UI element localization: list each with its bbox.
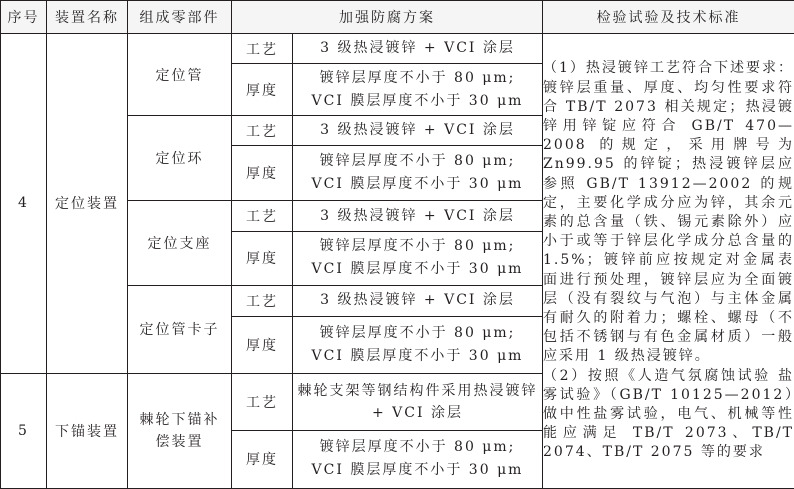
thickness-value [293,64,543,116]
header-no: 序号 [1,1,47,34]
component-cell: 定位管卡子 [128,285,232,373]
thickness-label: 厚度 [232,430,293,488]
thickness-line-2: VCI 膜层厚度不小于 30 μm [311,176,524,193]
process-label: 工艺 [232,285,293,316]
thickness-line-2: VCI 膜层厚度不小于 30 μm [311,92,524,109]
process-value: 棘轮支架等钢结构件采用热浸镀锌 + VCI 涂层 [293,373,543,430]
header-device: 装置名称 [47,1,128,34]
thickness-value [293,232,543,285]
process-label: 工艺 [232,201,293,232]
thickness-label: 厚度 [232,232,293,285]
thickness-line-1: 镀锌层厚度不小于 80 μm; [319,324,516,341]
row-device: 定位装置 [47,34,128,374]
thickness-line-2: VCI 膜层厚度不小于 30 μm [311,261,524,278]
process-value: 3 级热浸镀锌 + VCI 涂层 [293,285,543,316]
thickness-label: 厚度 [232,316,293,373]
thickness-line-2: VCI 膜层厚度不小于 30 μm [311,347,524,364]
header-component: 组成零部件 [128,1,232,34]
component-cell: 定位管 [128,34,232,116]
thickness-line-1: 镀锌层厚度不小于 80 μm; [319,153,516,170]
process-value: 3 级热浸镀锌 + VCI 涂层 [293,116,543,146]
component-cell: 定位环 [128,116,232,201]
header-row [1,1,794,34]
standard-paragraph-2: （2）按照《人造气氛腐蚀试验 盐雾试验》（GB/T 10125—2012）做中性盐雾试验，电气、机械等性能应满足 TB/T 2073、TB/T 2074、TB/T 2075 等的要求 [543,367,794,461]
component-cell [128,373,232,488]
component-cell: 定位支座 [128,201,232,285]
thickness-line-1: 镀锌层厚度不小于 80 μm; [319,69,516,86]
header-standard: 检验试验及技术标准 [543,1,794,34]
process-value: 3 级热浸镀锌 + VCI 涂层 [293,34,543,64]
thickness-line-1: 镀锌层厚度不小于 80 μm; [319,238,516,255]
process-value: 3 级热浸镀锌 + VCI 涂层 [293,201,543,232]
thickness-value [293,316,543,373]
thickness-label: 厚度 [232,64,293,116]
thickness-line-1: 镀锌层厚度不小于 80 μm; [319,439,516,456]
process-label: 工艺 [232,373,293,430]
process-label: 工艺 [232,116,293,146]
row-device: 下锚装置 [47,373,128,488]
thickness-label: 厚度 [232,146,293,201]
component-name: 棘轮下锚补偿装置 [139,411,220,450]
row-no: 4 [1,34,47,374]
thickness-value [293,430,543,488]
standard-cell [543,34,794,489]
process-label: 工艺 [232,34,293,64]
header-scheme: 加强防腐方案 [232,1,543,34]
row-no: 5 [1,373,47,488]
thickness-value [293,146,543,201]
thickness-line-2: VCI 膜层厚度不小于 30 μm [311,462,524,479]
standard-paragraph-1: （1）热浸镀锌工艺符合下述要求：镀锌层重量、厚度、均匀性要求符合 TB/T 2073 相关规定；热浸镀锌用锌锭应符合 GB/T 470—2008 的规定，采用牌号为 Zn99.95 的锌锭；热浸镀锌层应参照 GB/T 13912—2002 的规定，主要化学成分应为锌，其余元素的总含量（铁、锡元素除外）应小于或等于锌层化学成分总含量的 1.5%；镀锌前应按规定对金属表面进行预处理，镀锌层应为全面镀层（没有裂纹与气泡）与主体金属有耐久的附着力；螺栓、螺母（不包括不锈钢与有色金属材质）一般应采用 1 级热浸镀锌。 [543,60,794,365]
table-row [1,34,794,64]
